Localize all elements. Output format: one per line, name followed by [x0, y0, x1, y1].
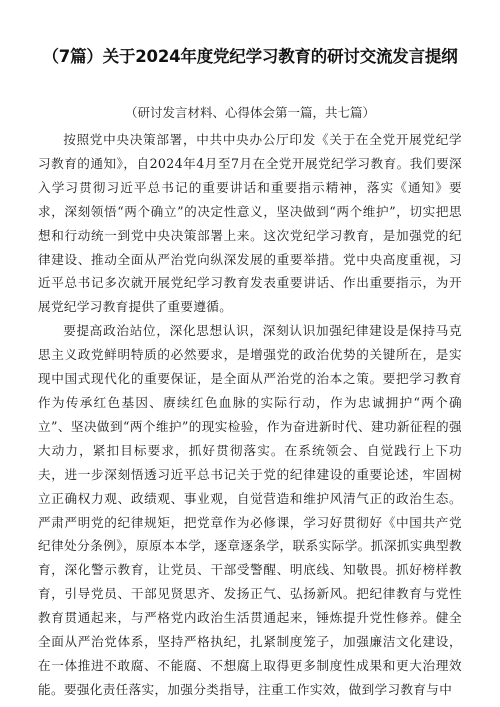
paragraph: 要提高政治站位，深化思想认识，深刻认识加强纪律建设是保持马克思主义政党鲜明特质的必然要求，是增强党的政治优势的关键所在，是实现中国式现代化的重要保证，是全面从严治党的治本之策。要把学习教育作为传承红色基因、赓续红色血脉的实际行动，作为忠诚拥护“两个确立”、坚决做到“两个维护”的现实检验，作为奋进新时代、建功新征程的强大动力，紧扣目标要求，抓好贯彻落实。在系统领会、自觉践行上下功夫，进一步深刻悟透习近平总书记关于党的纪律建设的重要论述，牢固树立正确权力观、政绩观、事业观，自觉营造和维护风清气正的政治生态。严肃严明党的纪律规矩，把党章作为必修课，学习好贯彻好《中国共产党纪律处分条例》，原原本本学，逐章逐条学，联系实际学。抓深抓实典型教育，深化警示教育，让党员、干部受警醒、明底线、知敬畏。抓好榜样教育，引导党员、干部见贤思齐、发扬正气、弘扬新风。把纪律教育与党性教育贯通起来，与严格党内政治生活贯通起来，锤炼提升党性修养。健全全面从严治党体系，坚持严格执纪，扎紧制度笼子，加强廉洁文化建设，在一体推进不敢腐、不能腐、不想腐上取得更多制度性成果和更大治理效能。要强化责任落实，加强分类指导，注重工作实效，做到学习教育与中 — [38, 323, 462, 697]
document-body — [38, 128, 462, 702]
document-subtitle: （研讨发言材料、心得体会第一篇，共七篇） — [124, 105, 375, 120]
paragraph: 按照党中央决策部署，中共中央办公厅印发《关于在全党开展党纪学习教育的通知》，自2024年4月至7月在全党开展党纪学习教育。我们要深入学习贯彻习近平总书记的重要讲话和重要指示精神，落实《通知》要求，深刻领悟“两个确立”的决定性意义，坚决做到“两个维护”，切实把思想和行动统一到党中央决策部署上来。这次党纪学习教育，是加强党的纪律建设、推动全面从严治党向纵深发展的重要举措。党中央高度重视，习近平总书记多次就开展党纪学习教育发表重要讲话、作出重要指示，为开展党纪学习教育提供了重要遵循。 — [38, 132, 462, 315]
document-title: （7篇）关于2024年度党纪学习教育的研讨交流发言提纲 — [42, 47, 458, 66]
